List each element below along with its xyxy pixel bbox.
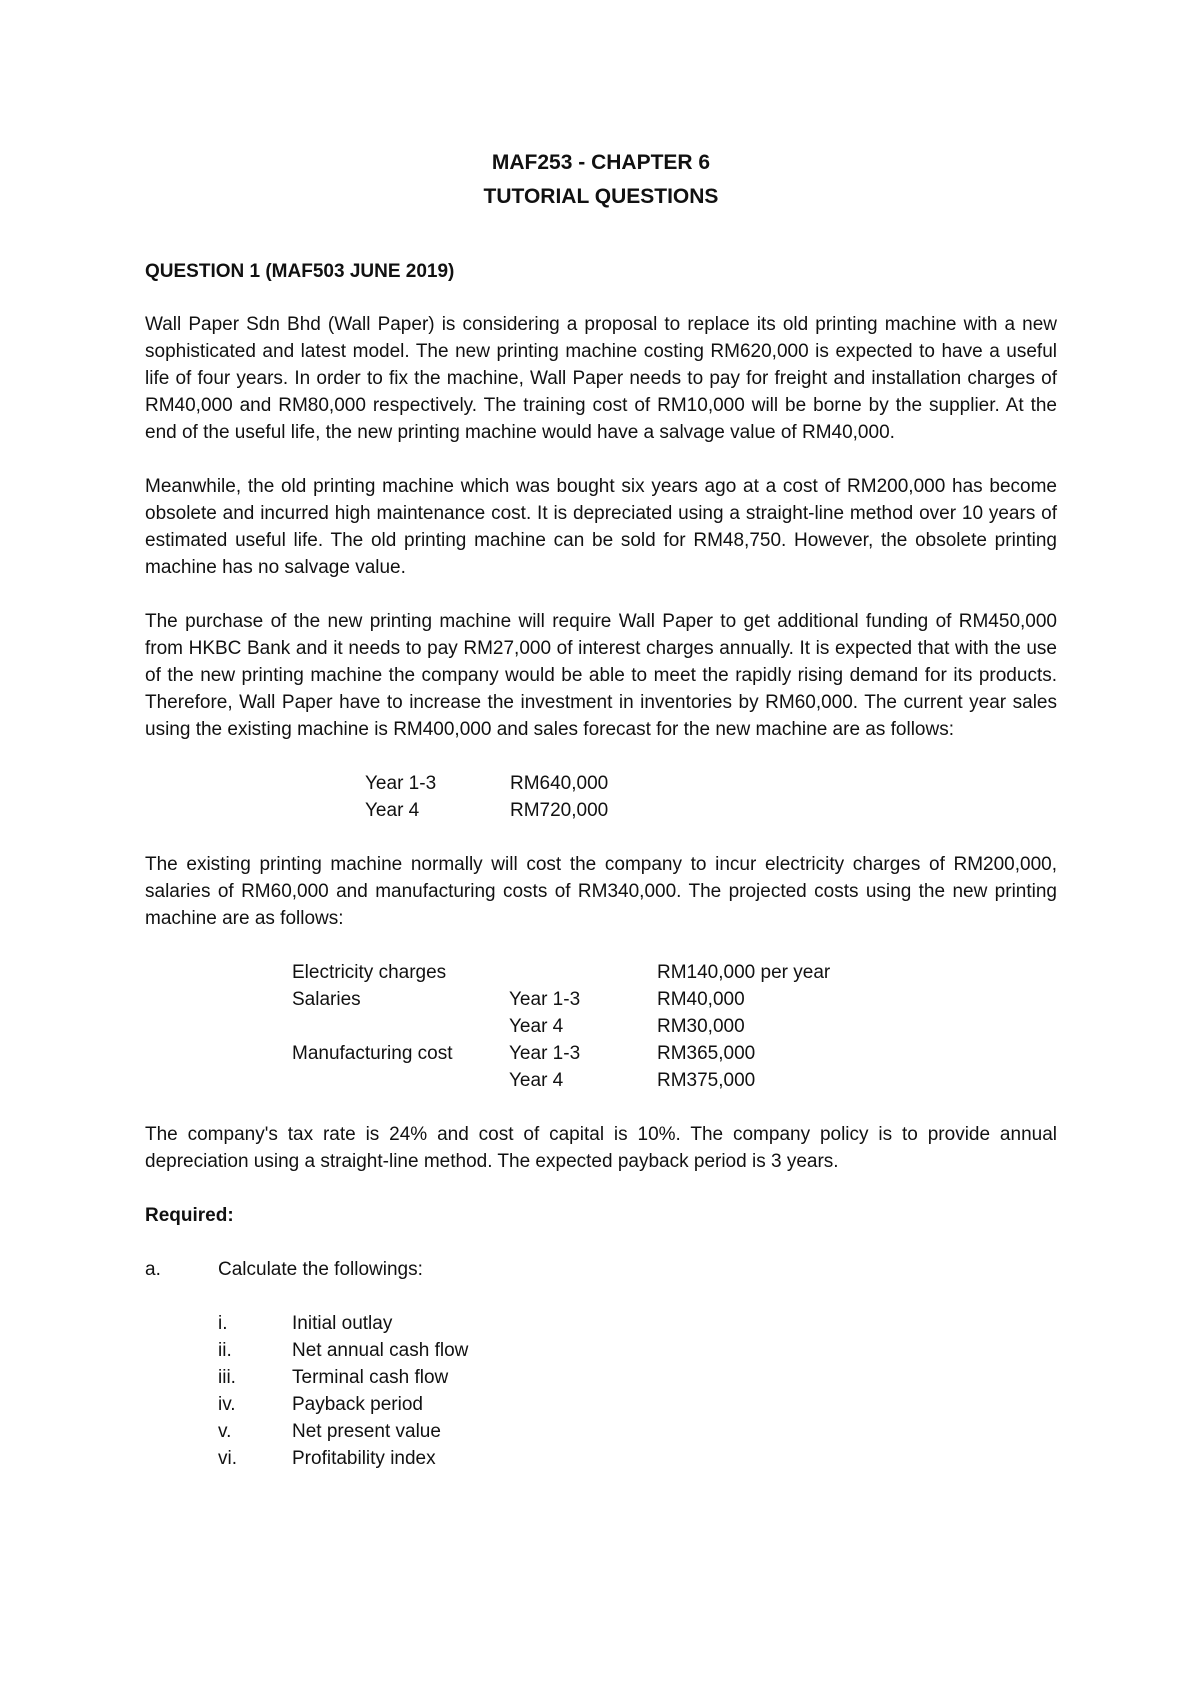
sales-period: Year 4: [365, 800, 420, 821]
paragraph-5: The company's tax rate is 24% and cost of capital is 10%. The company policy is to provide annual depreciation using a straight-line method. The expected payback period is 3 years.: [145, 1124, 1057, 1172]
page-subtitle: TUTORIAL QUESTIONS: [483, 185, 719, 208]
table-row: [292, 1040, 830, 1067]
sales-amount: RM640,000: [510, 773, 609, 794]
projected-costs-table: [292, 959, 830, 1094]
question-heading: QUESTION 1 (MAF503 JUNE 2019): [145, 261, 455, 282]
cost-period: [509, 959, 657, 986]
table-row: [292, 1013, 830, 1040]
cost-period: Year 1-3: [509, 989, 581, 1010]
item-text: Initial outlay: [292, 1313, 393, 1334]
table-row: [365, 797, 608, 824]
cost-amount: RM365,000: [657, 1043, 756, 1064]
list-item: [218, 1391, 1057, 1418]
sales-amount: RM720,000: [510, 800, 609, 821]
part-a: [145, 1256, 1057, 1283]
item-text: Profitability index: [292, 1448, 436, 1469]
part-a-label: a.: [145, 1259, 161, 1280]
item-number: vi.: [218, 1448, 237, 1469]
table-row: [292, 959, 830, 986]
table-row: [365, 770, 608, 797]
cost-item: Electricity charges: [292, 962, 447, 983]
list-item: [218, 1445, 1057, 1472]
item-number: i.: [218, 1313, 228, 1334]
item-number: v.: [218, 1421, 232, 1442]
cost-period: Year 1-3: [509, 1043, 581, 1064]
sales-forecast-table: [365, 770, 608, 824]
list-item: [218, 1364, 1057, 1391]
cost-item: [292, 1013, 509, 1040]
cost-item: Salaries: [292, 989, 361, 1010]
item-number: iv.: [218, 1394, 236, 1415]
cost-amount: RM40,000: [657, 989, 745, 1010]
table-row: [292, 986, 830, 1013]
item-text: Terminal cash flow: [292, 1367, 449, 1388]
required-label: Required:: [145, 1205, 234, 1226]
paragraph-4: The existing printing machine normally will cost the company to incur electricity charges of RM200,000, salaries of RM60,000 and manufacturing costs of RM340,000. The projected costs using the new printing machine are as follows:: [145, 854, 1057, 929]
paragraph-3: The purchase of the new printing machine will require Wall Paper to get additional funding of RM450,000 from HKBC Bank and it needs to pay RM27,000 of interest charges annually. It is expected that with the use of the new printing machine the company would be able to meet the rapidly rising demand for its products. Therefore, Wall Paper have to increase the investment in inventories by RM60,000. The current year sales using the existing machine is RM400,000 and sales forecast for the new machine are as follows:: [145, 611, 1057, 740]
part-a-items: [218, 1310, 1057, 1472]
item-number: iii.: [218, 1367, 236, 1388]
part-a-text: Calculate the followings:: [218, 1259, 423, 1280]
cost-item: Manufacturing cost: [292, 1043, 453, 1064]
document-page: [145, 146, 1057, 1472]
sales-period: Year 1-3: [365, 773, 437, 794]
paragraph-1: Wall Paper Sdn Bhd (Wall Paper) is considering a proposal to replace its old printing machine with a new sophisticated and latest model. The new printing machine costing RM620,000 is expected to have a useful life of four years. In order to fix the machine, Wall Paper needs to pay for freight and installation charges of RM40,000 and RM80,000 respectively. The training cost of RM10,000 will be borne by the supplier. At the end of the useful life, the new printing machine would have a salvage value of RM40,000.: [145, 314, 1057, 443]
page-title: MAF253 - CHAPTER 6: [491, 151, 711, 174]
item-text: Net annual cash flow: [292, 1340, 469, 1361]
list-item: [218, 1310, 1057, 1337]
item-number: ii.: [218, 1340, 232, 1361]
paragraph-2: Meanwhile, the old printing machine which was bought six years ago at a cost of RM200,000 has become obsolete and incurred high maintenance cost. It is depreciated using a straight-line method over 10 years of estimated useful life. The old printing machine can be sold for RM48,750. However, the obsolete printing machine has no salvage value.: [145, 476, 1057, 578]
item-text: Net present value: [292, 1421, 441, 1442]
cost-period: Year 4: [509, 1070, 564, 1091]
cost-amount: RM375,000: [657, 1070, 756, 1091]
list-item: [218, 1337, 1057, 1364]
table-row: [292, 1067, 830, 1094]
cost-period: Year 4: [509, 1016, 564, 1037]
cost-item: [292, 1067, 509, 1094]
cost-amount: RM140,000 per year: [657, 962, 831, 983]
item-text: Payback period: [292, 1394, 423, 1415]
cost-amount: RM30,000: [657, 1016, 745, 1037]
list-item: [218, 1418, 1057, 1445]
